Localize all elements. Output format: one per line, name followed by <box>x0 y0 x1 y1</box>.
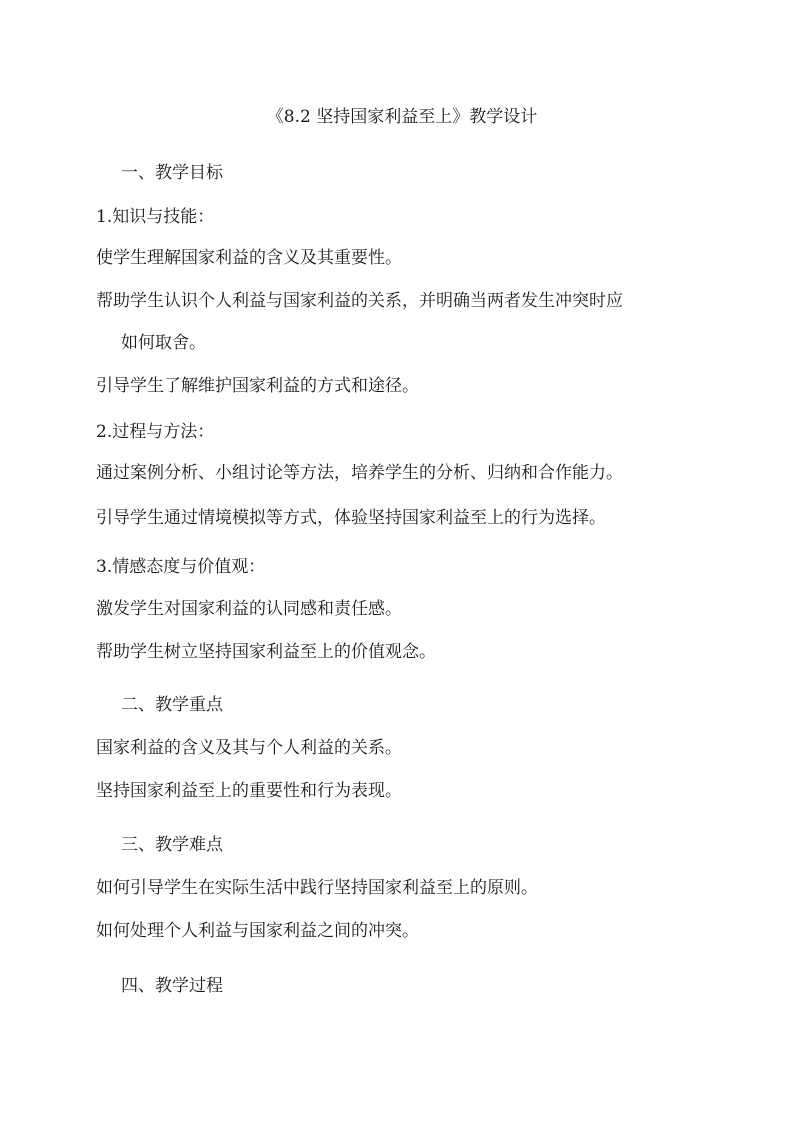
subsection-label-knowledge: 1.知识与技能： <box>96 207 215 227</box>
subsection-label-emotion: 3.情感态度与价值观： <box>96 557 266 577</box>
section-heading-process: 四、教学过程 <box>121 976 223 996</box>
paragraph: 帮助学生树立坚持国家利益至上的价值观念。 <box>96 642 436 662</box>
paragraph: 如何引导学生在实际生活中践行坚持国家利益至上的原则。 <box>96 878 538 898</box>
subsection-label-process: 2.过程与方法： <box>96 422 215 442</box>
paragraph: 帮助学生认识个人利益与国家利益的关系，并明确当两者发生冲突时应 <box>96 291 623 311</box>
paragraph-continuation: 如何取舍。 <box>121 333 206 353</box>
document-title: 《8.2 坚持国家利益至上》教学设计 <box>266 107 538 127</box>
section-heading-key-points: 二、教学重点 <box>121 695 223 715</box>
section-heading-objectives: 一、教学目标 <box>121 163 223 183</box>
paragraph: 激发学生对国家利益的认同感和责任感。 <box>96 599 402 619</box>
section-heading-difficulties: 三、教学难点 <box>121 835 223 855</box>
paragraph: 使学生理解国家利益的含义及其重要性。 <box>96 248 402 268</box>
paragraph: 国家利益的含义及其与个人利益的关系。 <box>96 738 402 758</box>
paragraph: 引导学生通过情境模拟等方式，体验坚持国家利益至上的行为选择。 <box>96 508 606 528</box>
paragraph: 通过案例分析、小组讨论等方法，培养学生的分析、归纳和合作能力。 <box>96 463 623 483</box>
paragraph: 坚持国家利益至上的重要性和行为表现。 <box>96 781 402 801</box>
paragraph: 引导学生了解维护国家利益的方式和途径。 <box>96 376 419 396</box>
paragraph: 如何处理个人利益与国家利益之间的冲突。 <box>96 921 419 941</box>
